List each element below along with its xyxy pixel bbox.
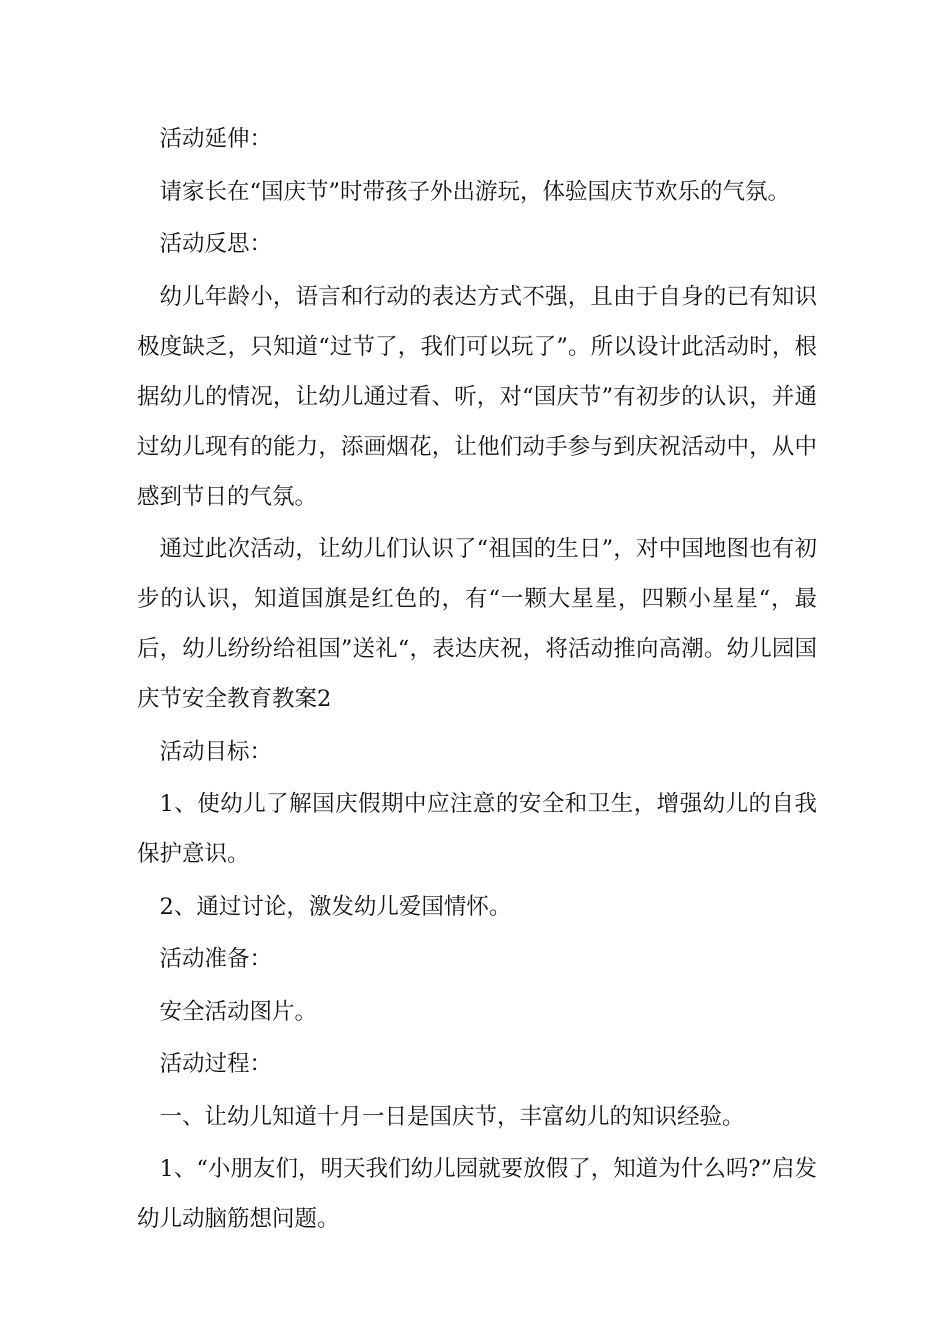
paragraph-extension-text: 请家长在“国庆节”时带孩子外出游玩，体验国庆节欢乐的气氛。 [159, 178, 791, 205]
heading-activity-extension: 活动延伸： [159, 126, 273, 152]
heading-activity-preparation: 活动准备： [159, 946, 273, 972]
paragraph-preparation-text: 安全活动图片。 [159, 998, 318, 1025]
document-body [137, 114, 817, 1247]
heading-activity-goals: 活动目标： [159, 738, 273, 765]
paragraph-reflection-1: 幼儿年龄小，语言和行动的表达方式不强，且由于自身的已有知识极度缺乏，只知道“过节了，我们可以玩了”。所以设计此活动时，根据幼儿的情况，让幼儿通过看、听，对“国庆节”有初步的认识，并通过幼儿现有的能力，添画烟花，让他们动手参与到庆祝活动中，从中感到节日的气氛。 [137, 283, 817, 510]
process-step-1: 一、让幼儿知道十月一日是国庆节，丰富幼儿的知识经验。 [159, 1103, 745, 1130]
heading-activity-process: 活动过程： [159, 1051, 273, 1077]
heading-activity-reflection: 活动反思： [159, 231, 273, 257]
paragraph-reflection-2: 通过此次活动，让幼儿们认识了“祖国的生日”，对中国地图也有初步的认识，知道国旗是红色的，有“一颗大星星，四颗小星星“，最后，幼儿纷纷给祖国”送礼“，表达庆祝，将活动推向高潮。幼儿园国庆节安全教育教案2 [137, 536, 817, 712]
process-substep-1: 1、“小朋友们，明天我们幼儿园就要放假了，知道为什么吗?”启发幼儿动脑筋想问题。 [137, 1156, 817, 1232]
goal-item-1: 1、使幼儿了解国庆假期中应注意的安全和卫生，增强幼儿的自我保护意识。 [137, 791, 817, 867]
goal-item-2: 2、通过讨论，激发幼儿爱国情怀。 [159, 893, 512, 920]
